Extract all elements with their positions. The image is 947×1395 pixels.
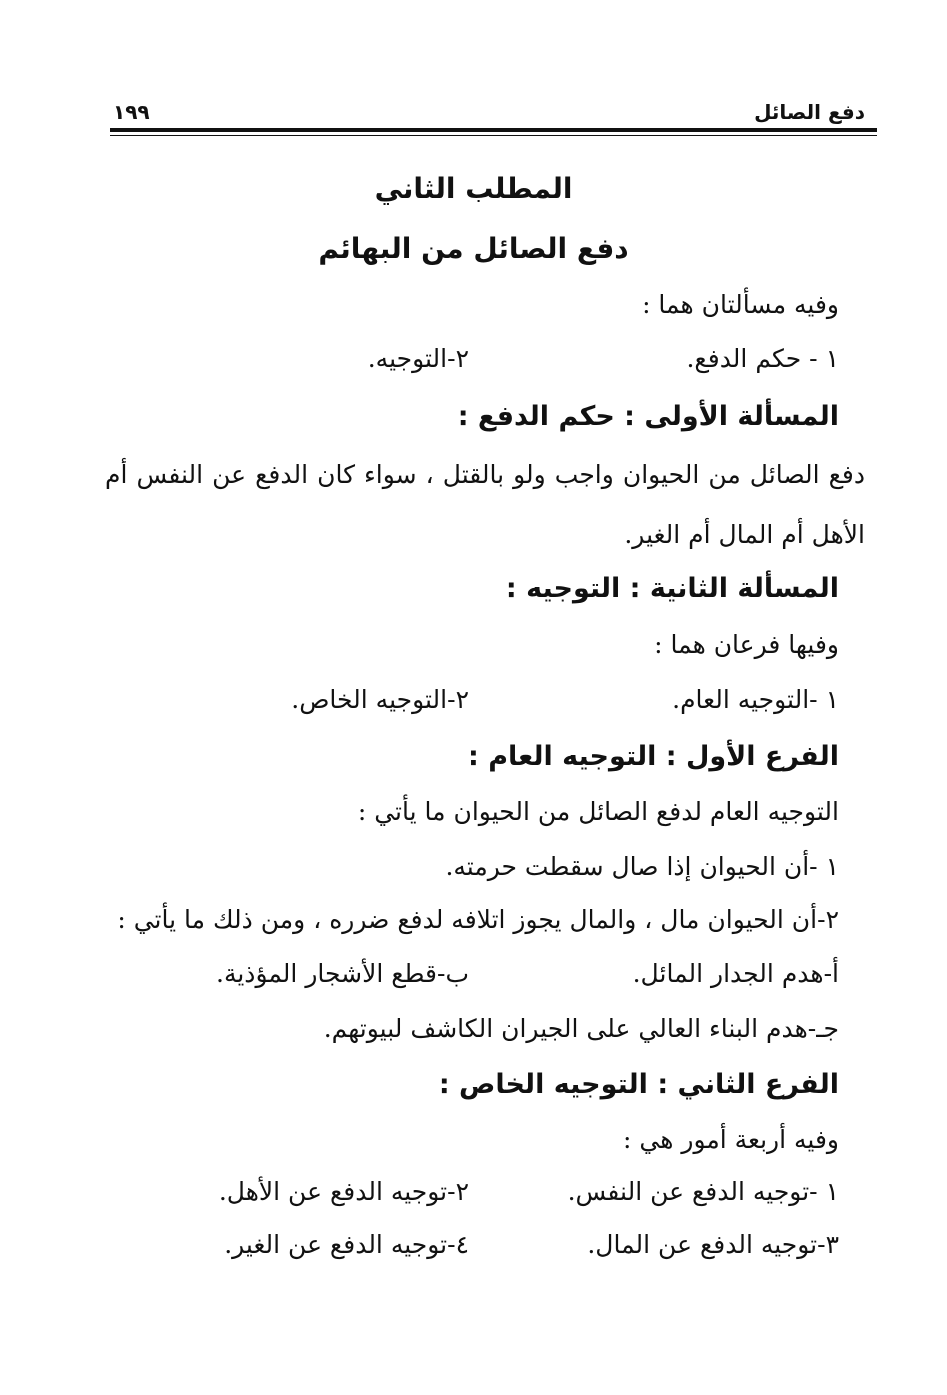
masala-2-intro: وفيها فرعان هما : (654, 630, 839, 659)
masala-1-heading: المسألة الأولى : حكم الدفع : (457, 401, 839, 432)
intro-line: وفيه مسألتان هما : (642, 290, 839, 319)
far-2-item-2: ٢-توجيه الدفع عن الأهل. (218, 1177, 469, 1206)
far-1-heading: الفرع الأول : التوجيه العام : (468, 741, 839, 772)
intro-item-2: ٢-التوجيه. (367, 344, 469, 373)
page-number: ١٩٩ (113, 100, 150, 124)
far-2-heading: الفرع الثاني : التوجيه الخاص : (438, 1069, 839, 1100)
far-1-point-1: ١ -أن الحيوان إذا صال سقطت حرمته. (445, 852, 839, 881)
section-heading: المطلب الثاني (374, 172, 573, 205)
far-2-intro: وفيه أربعة أمور هي : (623, 1125, 839, 1154)
far-2-item-1: ١ -توجيه الدفع عن النفس. (567, 1177, 839, 1206)
far-1-sub-a: أ-هدم الجدار المائل. (632, 959, 839, 988)
masala-2-item-2: ٢-التوجيه الخاص. (291, 685, 469, 714)
intro-item-1: ١ - حكم الدفع. (686, 344, 839, 373)
far-1-point-2: ٢-أن الحيوان مال ، والمال يجوز اتلافه لدفع ضرره ، ومن ذلك ما يأتي : (117, 905, 839, 934)
running-header-title: دفع الصائل (754, 100, 865, 124)
far-1-intro: التوجيه العام لدفع الصائل من الحيوان ما يأتي : (357, 797, 839, 826)
far-2-item-4: ٤-توجيه الدفع عن الغير. (224, 1230, 469, 1259)
header-rule-thick (110, 128, 877, 132)
far-2-item-3: ٣-توجيه الدفع عن المال. (587, 1230, 839, 1259)
far-1-sub-c: جـ-هدم البناء العالي على الجيران الكاشف لبيوتهم. (323, 1014, 839, 1043)
header-rule-thin (110, 135, 877, 136)
masala-1-text: دفع الصائل من الحيوان واجب ولو بالقتل ، سواء كان الدفع عن النفس أم الأهل أم المال أم الغير. (105, 460, 865, 549)
masala-2-heading: المسألة الثانية : التوجيه : (505, 573, 839, 604)
masala-2-item-1: ١ -التوجيه العام. (672, 685, 839, 714)
far-1-sub-b: ب-قطع الأشجار المؤذية. (216, 959, 469, 988)
section-subtitle: دفع الصائل من البهائم (318, 232, 629, 265)
